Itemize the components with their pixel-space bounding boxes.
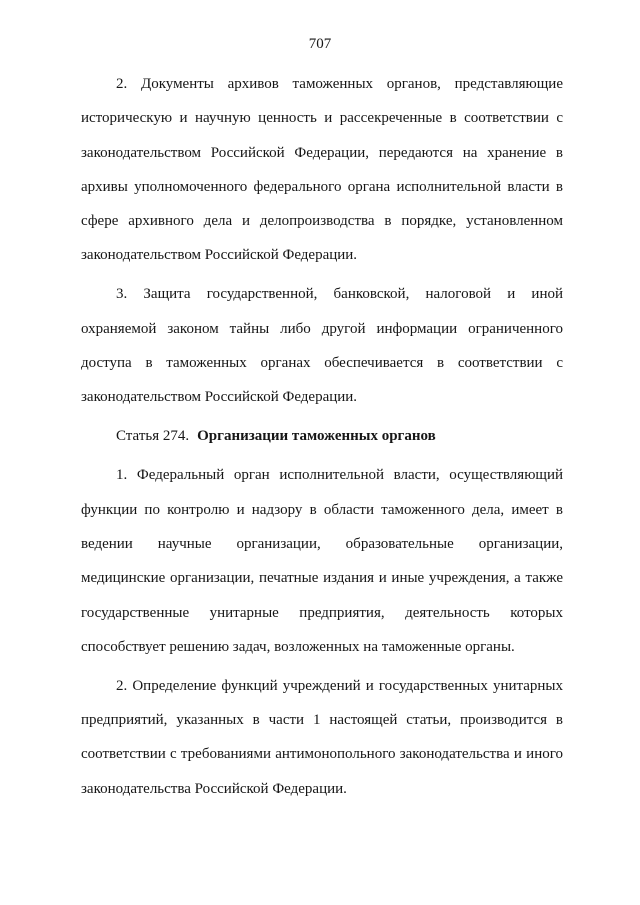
text-line: 1. Федеральный орган исполнительной власти, осуществляющий [116,467,563,484]
text-line: 2. Документы архивов таможенных органов, представляющие [116,76,563,92]
document-body [81,76,563,820]
text-line: законодательства Российской Федерации. [81,780,347,797]
text-line: доступа в таможенных органах обеспечивается в соответствии с [81,355,563,372]
paragraph-archives [81,76,563,264]
text-line: законодательством Российской Федерации. [81,389,358,406]
text-line: ведении научные организации, образовательные организации, [81,535,563,552]
text-line: законодательством Российской Федерации. [81,247,358,264]
page-number: 707 [308,36,332,52]
paragraph-secrecy [81,286,563,406]
paragraph-organizations [81,467,563,655]
article-heading [81,428,563,445]
text-line: 2. Определение функций учреждений и государственных унитарных [116,677,563,694]
text-line: способствует решению задач, возложенных на таможенные органы. [81,638,515,655]
paragraph-functions [81,678,563,798]
article-title: Организации таможенных органов [197,428,436,445]
text-line: медицинские организации, печатные издания и иные учреждения, а также [81,570,563,587]
text-line: сфере архивного дела и делопроизводства в порядке, установленном [81,213,563,230]
text-line: законодательством Российской Федерации, передаются на хранение в [81,144,563,161]
text-line: функции по контролю и надзору в области таможенного дела, имеет в [81,501,563,518]
text-line: государственные унитарные предприятия, деятельность которых [81,604,563,621]
text-line: охраняемой законом тайны либо другой информации ограниченного [81,320,563,337]
text-line: архивы уполномоченного федерального органа исполнительной власти в [81,178,563,195]
text-line: соответствии с требованиями антимонопольного законодательства и иного [81,746,563,763]
text-line: 3. Защита государственной, банковской, налоговой и иной [116,286,563,303]
text-line: предприятий, указанных в части 1 настоящей статьи, производится в [81,712,563,729]
text-line: историческую и научную ценность и рассекреченные в соответствии с [81,110,563,127]
article-label: Статья 274. [116,428,190,445]
